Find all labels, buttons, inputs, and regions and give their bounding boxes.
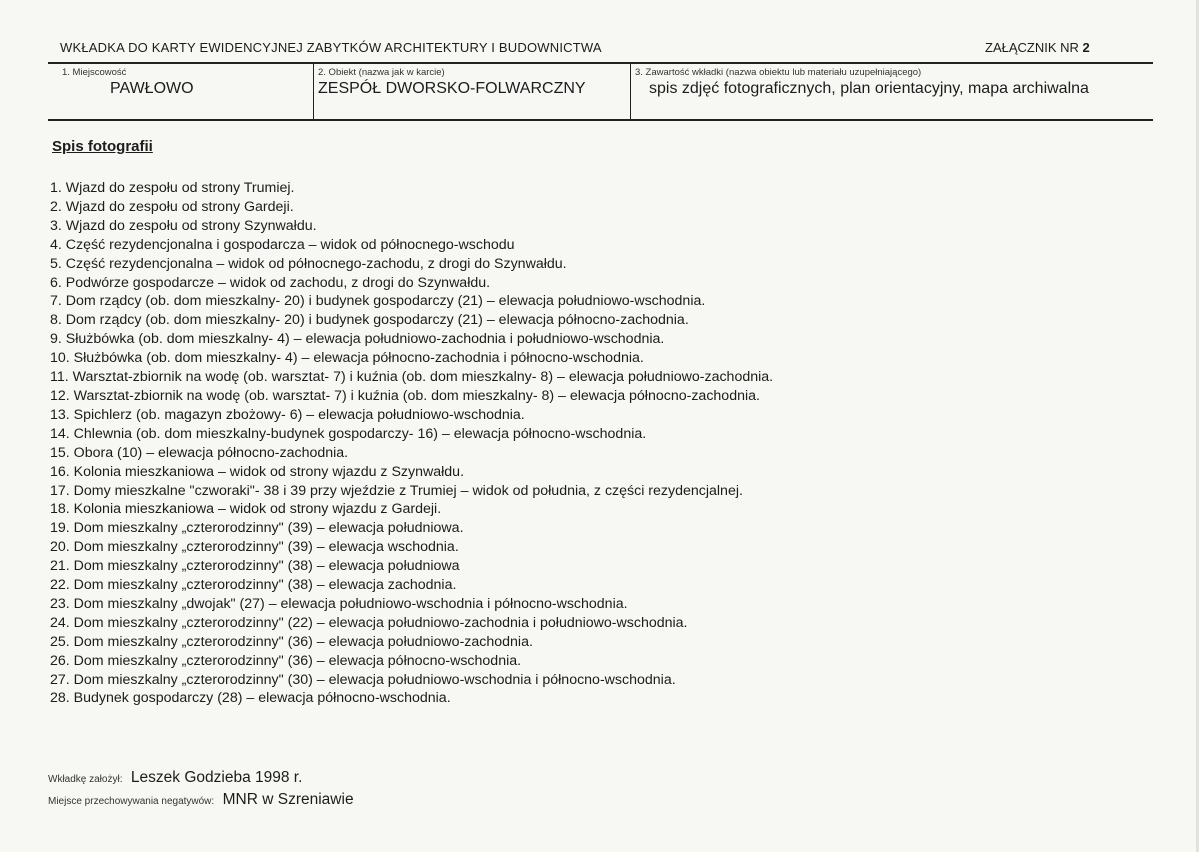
attachment-value: 2 (1082, 40, 1090, 55)
footer-storage (48, 791, 354, 809)
field-zawartosc (630, 64, 1153, 119)
list-item: 21. Dom mieszkalny „czterorodzinny" (38) – elewacja południowa (50, 558, 460, 575)
footer-author (48, 769, 302, 787)
list-item: 24. Dom mieszkalny „czterorodzinny" (22) – elewacja południowo-zachodnia i południowo-wschodnia. (50, 614, 688, 631)
list-item: 26. Dom mieszkalny „czterorodzinny" (36) – elewacja północno-wschodnia. (50, 652, 522, 669)
field-miejscowosc-value: PAWŁOWO (110, 80, 194, 97)
list-item: 23. Dom mieszkalny „dwojak" (27) – elewacja południowo-wschodnia i północno-wschodnia. (50, 595, 628, 612)
photo-list (50, 179, 773, 708)
footer-storage-label: Miejsce przechowywania negatywów: (48, 796, 215, 807)
list-item: 8. Dom rządcy (ob. dom mieszkalny- 20) i budynek gospodarczy (21) – elewacja północno-zachodnia. (50, 312, 689, 329)
list-item: 12. Warsztat-zbiornik na wodę (ob. warsztat- 7) i kuźnia (ob. dom mieszkalny- 8) – elewacja północno-zachodnia. (50, 387, 760, 404)
list-item: 18. Kolonia mieszkaniowa – widok od strony wjazdu z Gardeji. (50, 501, 442, 518)
list-item: 16. Kolonia mieszkaniowa – widok od strony wjazdu z Szynwałdu. (50, 463, 465, 480)
field-obiekt-label: 2. Obiekt (nazwa jak w karcie) (318, 67, 445, 78)
section-title: Spis fotografii (52, 138, 153, 155)
list-item: 28. Budynek gospodarczy (28) – elewacja północno-wschodnia. (50, 690, 451, 707)
list-item: 14. Chlewnia (ob. dom mieszkalny-budynek gospodarczy- 16) – elewacja północno-wschodnia. (50, 425, 647, 442)
list-item: 22. Dom mieszkalny „czterorodzinny" (38) – elewacja zachodnia. (50, 577, 457, 594)
list-item: 7. Dom rządcy (ob. dom mieszkalny- 20) i budynek gospodarczy (21) – elewacja południowo-wschodnia. (50, 293, 706, 310)
list-item: 9. Służbówka (ob. dom mieszkalny- 4) – elewacja południowo-zachodnia i południowo-wschodnia. (50, 331, 665, 348)
field-zawartosc-value: spis zdjęć fotograficznych, plan orientacyjny, mapa archiwalna (649, 80, 1089, 97)
field-miejscowosc-label: 1. Miejscowość (62, 67, 127, 78)
list-item: 3. Wjazd do zespołu od strony Szynwałdu. (50, 217, 317, 234)
field-obiekt-value: ZESPÓŁ DWORSKO-FOLWARCZNY (318, 80, 586, 97)
list-item: 4. Część rezydencjonalna i gospodarcza – widok od północnego-wschodu (50, 236, 515, 253)
list-item: 2. Wjazd do zespołu od strony Gardeji. (50, 198, 294, 215)
header-fields-table (48, 62, 1153, 121)
footer-author-value: Leszek Godzieba 1998 r. (130, 769, 303, 786)
list-item: 5. Część rezydencjonalna – widok od północnego-zachodu, z drogi do Szynwałdu. (50, 255, 567, 272)
list-item: 11. Warsztat-zbiornik na wodę (ob. warsztat- 7) i kuźnia (ob. dom mieszkalny- 8) – elewacja południowo-zachodnia. (50, 369, 774, 386)
document-title: WKŁADKA DO KARTY EWIDENCYJNEJ ZABYTKÓW ARCHITEKTURY I BUDOWNICTWA (60, 40, 602, 55)
list-item: 17. Domy mieszkalne "czworaki"- 38 i 39 przy wjeździe z Trumiej – widok od południa, z części rezydencjalnej. (50, 482, 743, 499)
list-item: 20. Dom mieszkalny „czterorodzinny" (39) – elewacja wschodnia. (50, 539, 459, 556)
field-zawartosc-label: 3. Zawartość wkładki (nazwa obiektu lub materiału uzupełniającego) (635, 67, 922, 78)
list-item: 6. Podwórze gospodarcze – widok od zachodu, z drogi do Szynwałdu. (50, 274, 491, 291)
field-miejscowosc (48, 64, 313, 119)
list-item: 1. Wjazd do zespołu od strony Trumiej. (50, 180, 295, 196)
list-item: 25. Dom mieszkalny „czterorodzinny" (36) – elewacja południowo-zachodnia. (50, 633, 533, 650)
footer-storage-value: MNR w Szreniawie (222, 791, 354, 808)
list-item: 19. Dom mieszkalny „czterorodzinny" (39) – elewacja południowa. (50, 520, 464, 537)
list-item: 10. Służbówka (ob. dom mieszkalny- 4) – elewacja północno-zachodnia i północno-wschodnia. (50, 350, 644, 367)
attachment-number (985, 40, 1090, 55)
list-item: 13. Spichlerz (ob. magazyn zbożowy- 6) – elewacja południowo-wschodnia. (50, 406, 525, 423)
list-item: 15. Obora (10) – elewacja północno-zachodnia. (50, 444, 349, 461)
list-item: 27. Dom mieszkalny „czterorodzinny" (30) – elewacja południowo-wschodnia i północno-wschodnia. (50, 671, 676, 688)
attachment-label: ZAŁĄCZNIK NR (985, 40, 1079, 55)
field-obiekt (313, 64, 630, 119)
footer-author-label: Wkładkę założył: (48, 774, 123, 785)
